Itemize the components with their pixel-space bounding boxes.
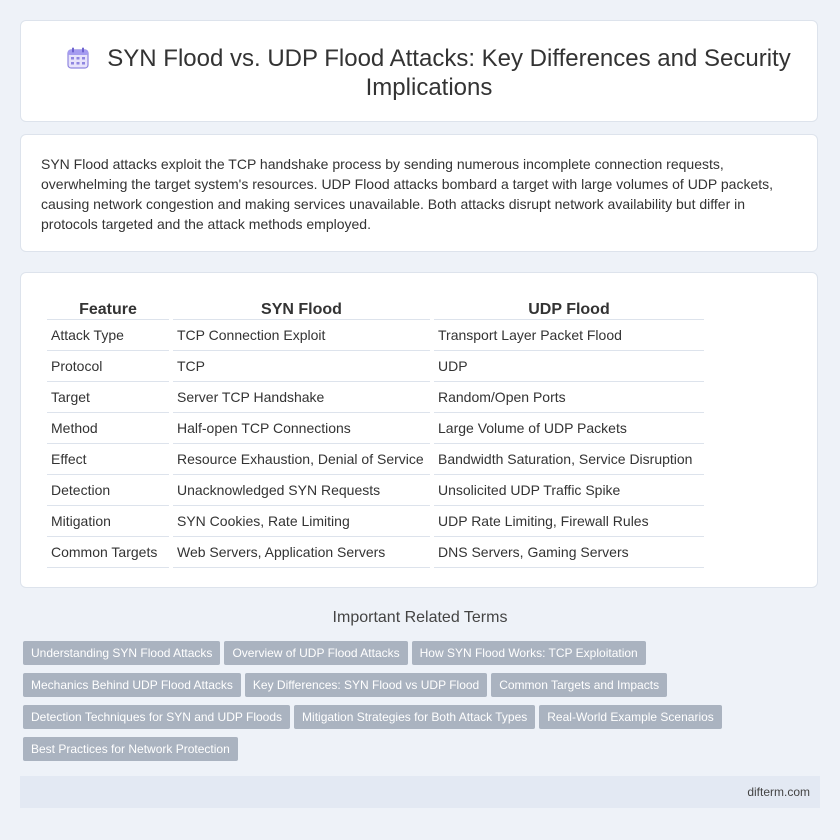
table-row [47, 444, 704, 475]
table-row [47, 382, 704, 413]
table-cell: Bandwidth Saturation, Service Disruption [434, 444, 704, 475]
comparison-table-card [20, 272, 818, 588]
related-term-tag[interactable]: Key Differences: SYN Flood vs UDP Flood [245, 673, 487, 697]
table-row [47, 320, 704, 351]
table-cell: Attack Type [47, 320, 169, 351]
table-row [47, 413, 704, 444]
table-row [47, 475, 704, 506]
table-row [47, 351, 704, 382]
table-cell: Large Volume of UDP Packets [434, 413, 704, 444]
related-terms-title: Important Related Terms [332, 609, 508, 626]
table-header-cell: UDP Flood [434, 295, 704, 320]
table-cell: Web Servers, Application Servers [173, 537, 430, 568]
table-cell: Server TCP Handshake [173, 382, 430, 413]
page-title: SYN Flood vs. UDP Flood Attacks: Key Differences and Security Implications [107, 45, 791, 101]
page-title-wrap [61, 44, 797, 102]
footer-site-link[interactable]: difterm.com [747, 785, 810, 799]
table-row [47, 537, 704, 568]
table-header-row [47, 295, 704, 320]
table-cell: Mitigation [47, 506, 169, 537]
footer [20, 776, 820, 808]
comparison-table [43, 295, 708, 568]
table-cell: Resource Exhaustion, Denial of Service [173, 444, 430, 475]
table-cell: Unsolicited UDP Traffic Spike [434, 475, 704, 506]
table-header-cell: Feature [47, 295, 169, 320]
related-term-tag[interactable]: Understanding SYN Flood Attacks [23, 641, 220, 665]
table-cell: SYN Cookies, Rate Limiting [173, 506, 430, 537]
table-cell: TCP [173, 351, 430, 382]
table-cell: UDP Rate Limiting, Firewall Rules [434, 506, 704, 537]
table-header-cell: SYN Flood [173, 295, 430, 320]
table-cell: UDP [434, 351, 704, 382]
table-cell: Protocol [47, 351, 169, 382]
table-cell: Common Targets [47, 537, 169, 568]
header-card [20, 20, 818, 122]
table-cell: Target [47, 382, 169, 413]
table-cell: Transport Layer Packet Flood [434, 320, 704, 351]
related-terms-list [23, 641, 823, 769]
table-cell: Half-open TCP Connections [173, 413, 430, 444]
related-term-tag[interactable]: Mitigation Strategies for Both Attack Types [294, 705, 535, 729]
table-cell: Effect [47, 444, 169, 475]
table-row [47, 506, 704, 537]
related-term-tag[interactable]: Best Practices for Network Protection [23, 737, 238, 761]
table-cell: Method [47, 413, 169, 444]
table-cell: Unacknowledged SYN Requests [173, 475, 430, 506]
related-term-tag[interactable]: Detection Techniques for SYN and UDP Floods [23, 705, 290, 729]
related-term-tag[interactable]: Real-World Example Scenarios [539, 705, 722, 729]
intro-card [20, 134, 818, 252]
table-cell: Random/Open Ports [434, 382, 704, 413]
calendar-icon [67, 47, 89, 69]
related-term-tag[interactable]: Overview of UDP Flood Attacks [224, 641, 407, 665]
table-cell: Detection [47, 475, 169, 506]
related-term-tag[interactable]: How SYN Flood Works: TCP Exploitation [412, 641, 646, 665]
related-term-tag[interactable]: Common Targets and Impacts [491, 673, 667, 697]
table-cell: DNS Servers, Gaming Servers [434, 537, 704, 568]
related-term-tag[interactable]: Mechanics Behind UDP Flood Attacks [23, 673, 241, 697]
intro-paragraph: SYN Flood attacks exploit the TCP handshake process by sending numerous incomplete connection requests, overwhelming the target system's resources. UDP Flood attacks bombard a target with large volumes of UDP packets, causing network congestion and making services unavailable. Both attacks disrupt network availability but differ in protocols targeted and the attack methods employed. [41, 156, 774, 232]
table-cell: TCP Connection Exploit [173, 320, 430, 351]
